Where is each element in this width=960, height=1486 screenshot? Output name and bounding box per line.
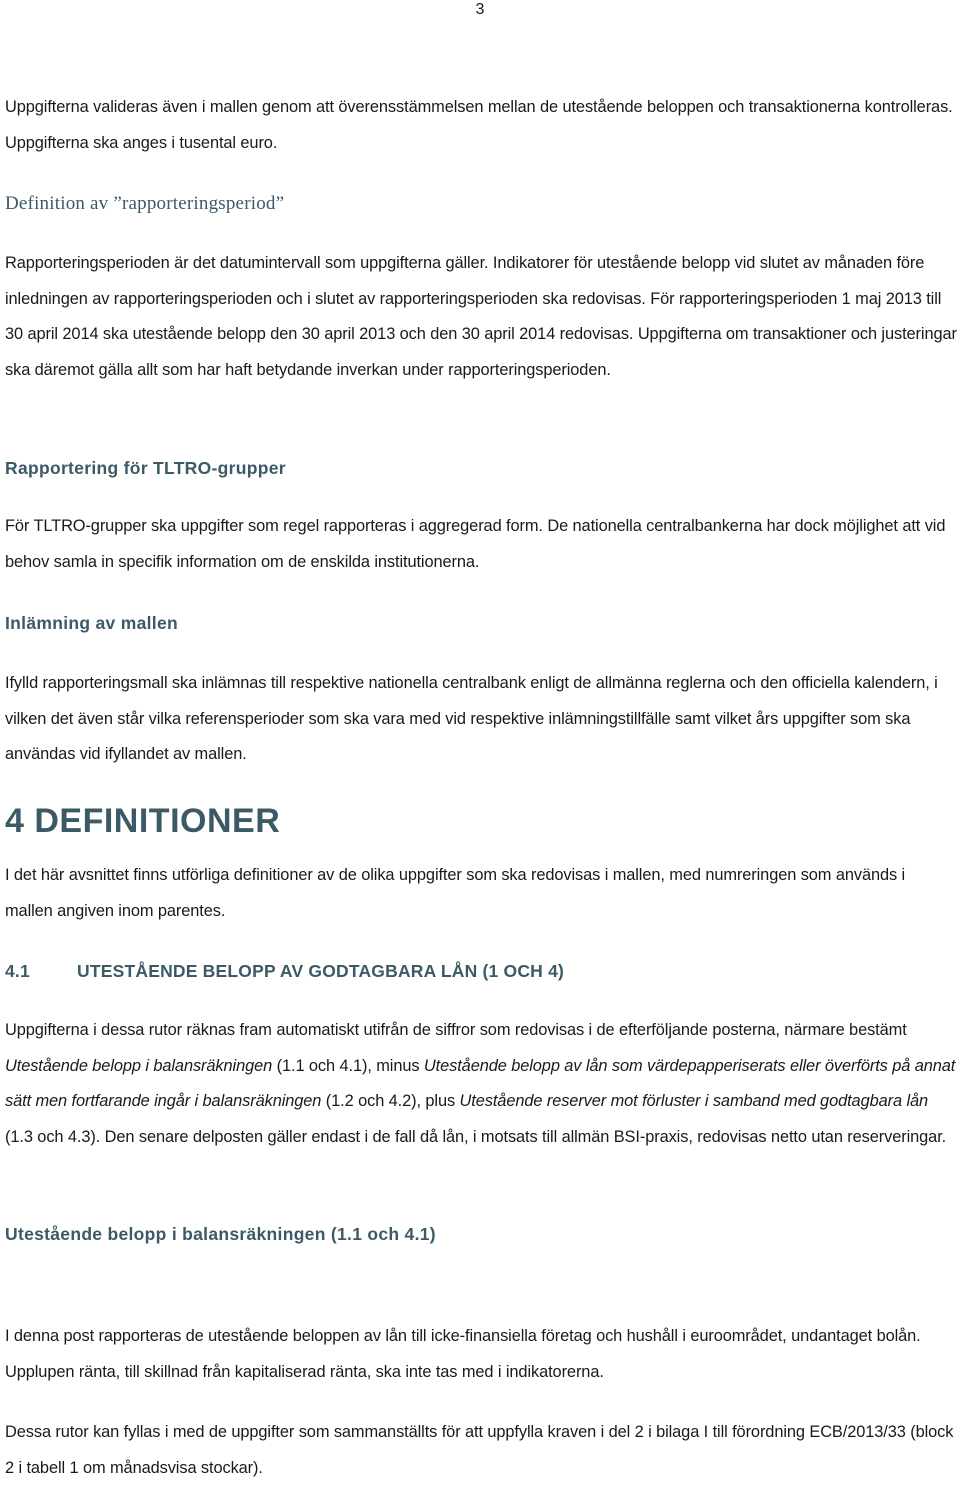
italic-term: Utestående belopp i balansräkningen bbox=[5, 1056, 273, 1075]
section-4-1-title: UTESTÅENDE BELOPP AV GODTAGBARA LÅN (1 OCH 4) bbox=[77, 961, 565, 981]
section-4-1-number: 4.1 bbox=[5, 961, 30, 981]
page-number: 3 bbox=[475, 1, 485, 18]
text-run: (1.2 och 4.2), plus bbox=[321, 1092, 460, 1111]
definition-heading: Definition av ”rapporteringsperiod” bbox=[5, 193, 285, 214]
section-4-intro-paragraph: I det här avsnittet finns utförliga definitioner av de olika uppgifter som ska redovisas i mallen, med numreringen som används i mallen angiven inom parentes. bbox=[5, 866, 906, 920]
outstanding-balance-paragraph: I denna post rapporteras de utestående beloppen av lån till icke-finansiella företag och hushåll i euroområdet, undantaget bolån. Upplupen ränta, till skillnad från kapitaliserad ränta, ska inte tas med i indikatorerna. bbox=[5, 1327, 921, 1381]
submission-paragraph: Ifylld rapporteringsmall ska inlämnas till respektive nationella centralbank enligt de allmänna reglerna och den officiella kalendern, i vilken det även står vilka referensperioder som ska vara med vid respektive inlämningstillfälle samt vilket års uppgifter som ska användas vid ifyllandet av mallen. bbox=[5, 674, 938, 764]
italic-term: Utestående reserver mot förluster i samband med godtagbara lån bbox=[459, 1092, 929, 1111]
tltro-heading: Rapportering för TLTRO-grupper bbox=[5, 458, 286, 478]
section-4-heading: 4 DEFINITIONER bbox=[5, 802, 281, 840]
section-4-1-heading bbox=[5, 959, 957, 983]
text-run: Uppgifterna i dessa rutor räknas fram automatiskt utifrån de siffror som redovisas i de efterföljande posterna, närmare bestämt bbox=[5, 1021, 907, 1039]
tltro-paragraph: För TLTRO-grupper ska uppgifter som regel rapporteras i aggregerad form. De nationella centralbankerna har dock möjlighet att vid behov samla in specifik information om de enskilda institutionerna. bbox=[5, 517, 946, 571]
italic-term: Utestående belopp av lån som värdepapperiserats eller överförts på annat sätt men fortfarande ingår i balansräkningen bbox=[5, 1056, 956, 1111]
eligible-loans-paragraph bbox=[5, 1013, 957, 1155]
outstanding-balance-heading: Utestående belopp i balansräkningen (1.1 och 4.1) bbox=[5, 1224, 436, 1244]
submission-heading: Inlämning av mallen bbox=[5, 613, 178, 633]
regulation-paragraph: Dessa rutor kan fyllas i med de uppgifter som sammanställts för att uppfylla kraven i del 2 i bilaga I till förordning ECB/2013/33 (block 2 i tabell 1 om månadsvisa stockar). bbox=[5, 1423, 954, 1477]
text-run: (1.1 och 4.1), minus bbox=[272, 1056, 424, 1075]
reporting-period-paragraph: Rapporteringsperioden är det datumintervall som uppgifterna gäller. Indikatorer för utestående belopp vid slutet av månaden före inledningen av rapporteringsperioden och i slutet av rapporteringsperioden ska redovisas. För rapporteringsperioden 1 maj 2013 till 30 april 2014 ska utestående belopp den 30 april 2013 och den 30 april 2014 redovisas. Uppgifterna om transaktioner och justeringar ska däremot gälla allt som har haft betydande inverkan under rapporteringsperioden. bbox=[5, 254, 957, 379]
intro-paragraph: Uppgifterna valideras även i mallen genom att överensstämmelsen mellan de utestående beloppen och transaktionerna kontrolleras. Uppgifterna ska anges i tusental euro. bbox=[5, 98, 953, 152]
text-run: (1.3 och 4.3). Den senare delposten gäller endast i de fall då lån, i motsats till allmän BSI-praxis, redovisas netto utan reserveringar. bbox=[5, 1127, 947, 1146]
